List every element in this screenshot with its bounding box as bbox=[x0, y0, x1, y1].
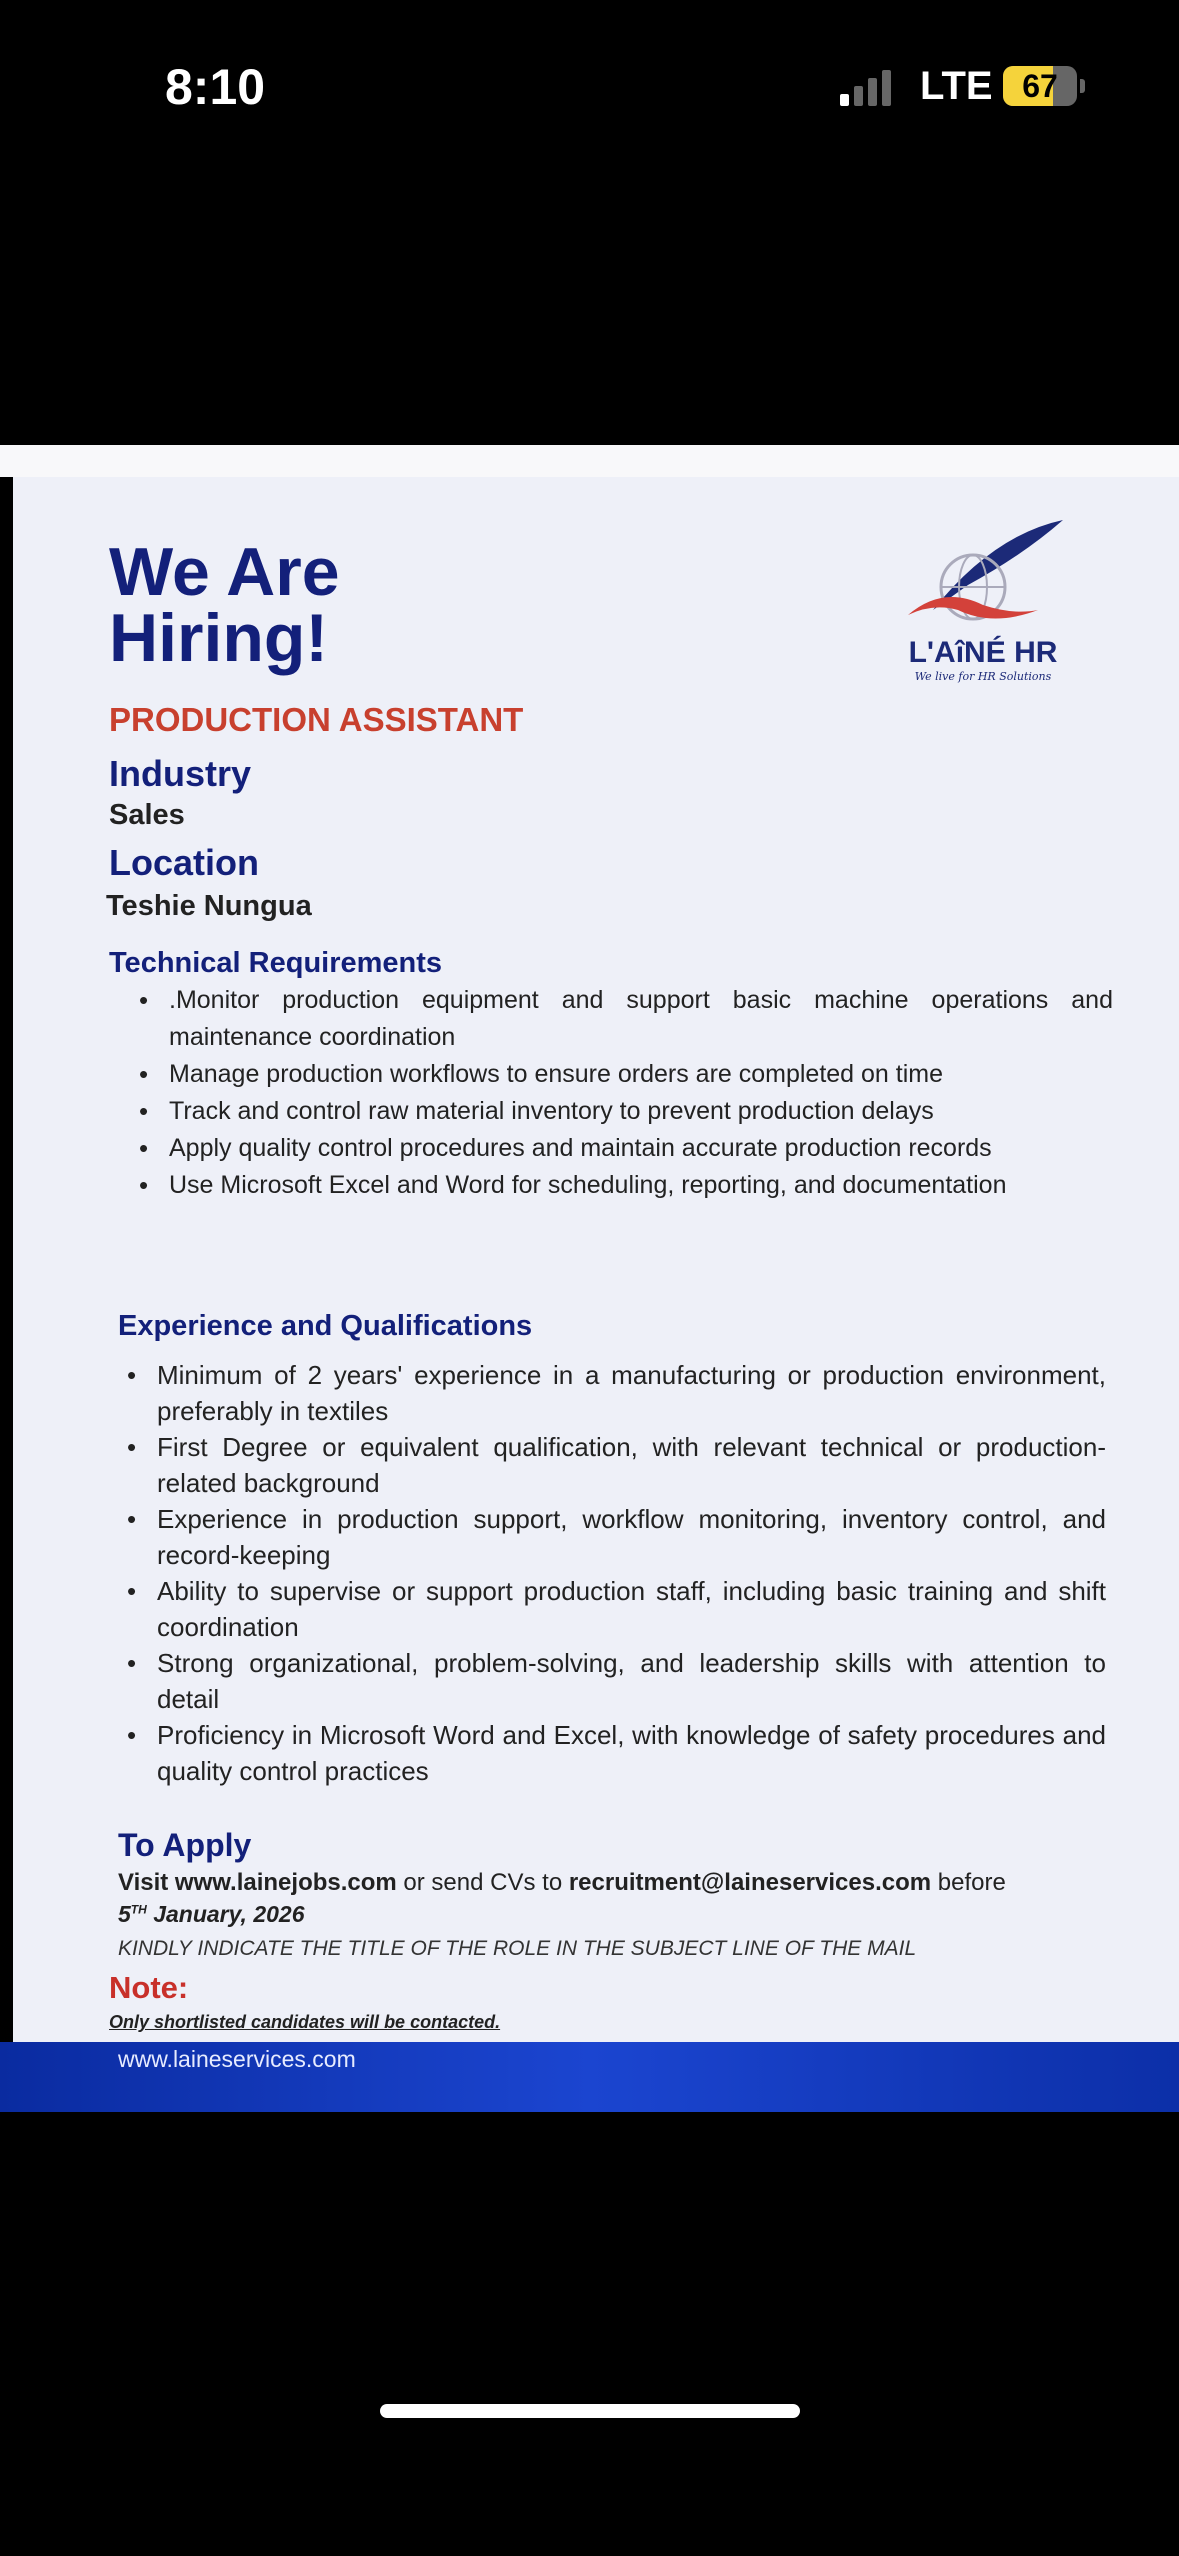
apply-text bbox=[118, 1869, 1006, 1897]
headline bbox=[109, 534, 340, 676]
note-label: Note: bbox=[109, 1970, 189, 2005]
experience-list bbox=[121, 1357, 1106, 1789]
apply-heading: To Apply bbox=[118, 1827, 252, 1863]
deadline-day: 5 bbox=[118, 1901, 131, 1927]
battery-level: 67 bbox=[1022, 68, 1058, 104]
experience-item: • Strong organizational, problem-solving, and leadership skills with attention to detail bbox=[121, 1645, 1106, 1717]
location-label: Location bbox=[109, 842, 259, 883]
footer-band bbox=[0, 2042, 1179, 2112]
home-indicator[interactable] bbox=[380, 2404, 800, 2418]
industry-label: Industry bbox=[109, 753, 252, 794]
industry-value: Sales bbox=[109, 799, 185, 831]
experience-item: • Ability to supervise or support production staff, including basic training and shift coordination bbox=[121, 1573, 1106, 1645]
network-type: LTE bbox=[920, 64, 993, 108]
deadline bbox=[118, 1901, 305, 1928]
globe-swoosh-icon bbox=[873, 515, 1093, 635]
tech-requirement-item: • Track and control raw material inventory to prevent production delays bbox=[133, 1093, 1113, 1130]
signal-icon bbox=[840, 66, 891, 106]
apply-site-link[interactable]: www.lainejobs.com bbox=[174, 1869, 397, 1896]
tech-heading: Technical Requirements bbox=[109, 947, 443, 979]
tech-requirement-item: • Manage production workflows to ensure orders are completed on time bbox=[133, 1056, 1113, 1093]
experience-item: • First Degree or equivalent qualification, with relevant technical or production-related background bbox=[121, 1429, 1106, 1501]
apply-email-link[interactable]: recruitment@laineservices.com bbox=[568, 1869, 932, 1896]
tech-requirement-item: • .Monitor production equipment and support basic machine operations and maintenance coordination bbox=[133, 982, 1113, 1056]
apply-mid: or send CVs to bbox=[403, 1869, 563, 1896]
experience-item: • Proficiency in Microsoft Word and Excel, with knowledge of safety procedures and quality control practices bbox=[121, 1717, 1106, 1789]
headline-line2: Hiring! bbox=[109, 600, 329, 676]
instruction: KINDLY INDICATE THE TITLE OF THE ROLE IN THE SUBJECT LINE OF THE MAIL bbox=[118, 1937, 917, 1960]
location-value: Teshie Nungua bbox=[106, 890, 312, 922]
deadline-rest: January, 2026 bbox=[153, 1901, 305, 1927]
battery-icon bbox=[1003, 66, 1077, 106]
job-title: PRODUCTION ASSISTANT bbox=[109, 701, 524, 738]
tech-requirements-list bbox=[133, 982, 1113, 1204]
apply-visit: Visit bbox=[118, 1869, 169, 1896]
experience-item: • Experience in production support, workflow monitoring, inventory control, and record-keeping bbox=[121, 1501, 1106, 1573]
status-bar bbox=[0, 0, 1179, 170]
headline-line1: We Are bbox=[109, 534, 340, 610]
footer-url[interactable]: www.laineservices.com bbox=[118, 2046, 356, 2072]
exp-heading: Experience and Qualifications bbox=[118, 1310, 533, 1342]
apply-before: before bbox=[937, 1869, 1006, 1896]
tech-requirement-item: • Apply quality control procedures and maintain accurate production records bbox=[133, 1130, 1113, 1167]
deadline-sup: TH bbox=[130, 1902, 147, 1917]
clock: 8:10 bbox=[165, 59, 266, 115]
company-logo bbox=[873, 515, 1093, 685]
logo-tagline: We live for HR Solutions bbox=[914, 670, 1052, 683]
logo-name: L'AîNÉ HR bbox=[908, 636, 1058, 669]
experience-item: • Minimum of 2 years' experience in a manufacturing or production environment, preferably in textiles bbox=[121, 1357, 1106, 1429]
job-poster bbox=[13, 477, 1179, 2042]
tech-requirement-item: • Use Microsoft Excel and Word for scheduling, reporting, and documentation bbox=[133, 1167, 1113, 1204]
note-text: Only shortlisted candidates will be contacted. bbox=[109, 2012, 501, 2032]
